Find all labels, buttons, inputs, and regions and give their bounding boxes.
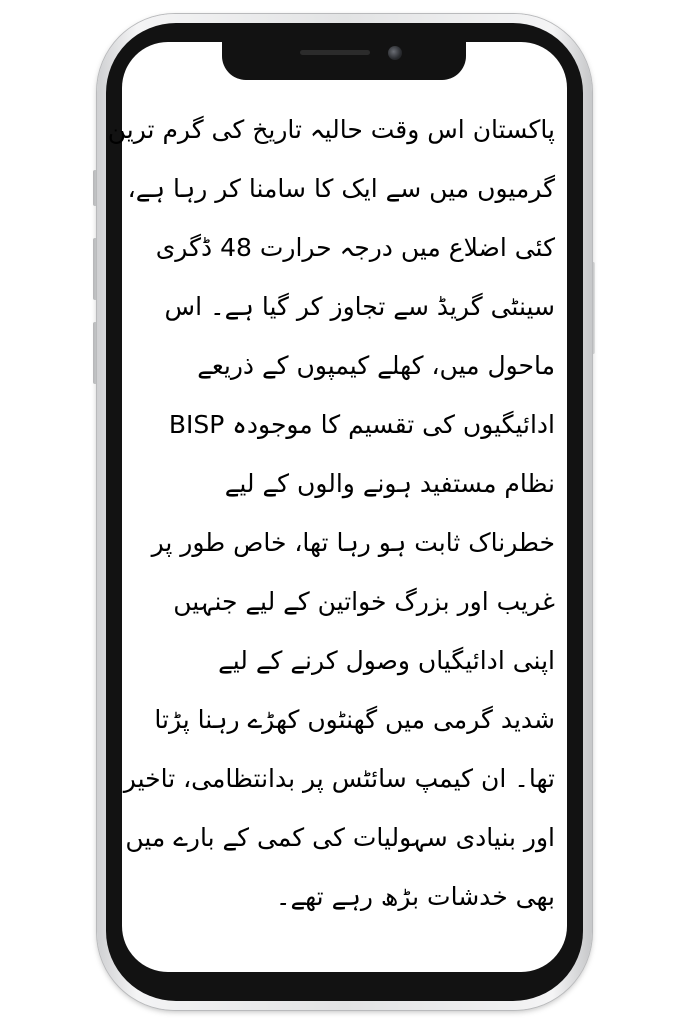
article-line: ادائیگیوں کی تقسیم کا موجودہ BISP [168, 410, 555, 439]
article-line: سینٹی گریڈ سے تجاوز کر گیا ہے۔ اس [164, 292, 555, 321]
earpiece-speaker [300, 50, 370, 55]
article-line: غریب اور بزرگ خواتین کے لیے جنہیں [173, 587, 555, 616]
article-line: بھی خدشات بڑھ رہے تھے۔ [275, 882, 555, 911]
article-line: پاکستان اس وقت حالیہ تاریخ کی گرم ترین [107, 115, 555, 144]
article-line: خطرناک ثابت ہو رہا تھا، خاص طور پر [151, 528, 555, 557]
article-line: کئی اضلاع میں درجہ حرارت 48 ڈگری [155, 233, 555, 262]
article-line: اور بنیادی سہولیات کی کمی کے بارے میں [125, 823, 555, 852]
article-line: نظام مستفید ہونے والوں کے لیے [224, 469, 555, 498]
article-line: ماحول میں، کھلے کیمپوں کے ذریعے [197, 351, 555, 380]
article-line: اپنی ادائیگیاں وصول کرنے کے لیے [218, 646, 555, 675]
article-text [107, 100, 555, 926]
article-line: تھا۔ ان کیمپ سائٹس پر بدانتظامی، تاخیر [123, 764, 555, 793]
front-camera-icon [388, 46, 402, 60]
article-line: گرمیوں میں سے ایک کا سامنا کر رہا ہے، [127, 174, 555, 203]
article-line: شدید گرمی میں گھنٹوں کھڑے رہنا پڑتا [154, 705, 555, 734]
phone-notch [222, 40, 466, 80]
